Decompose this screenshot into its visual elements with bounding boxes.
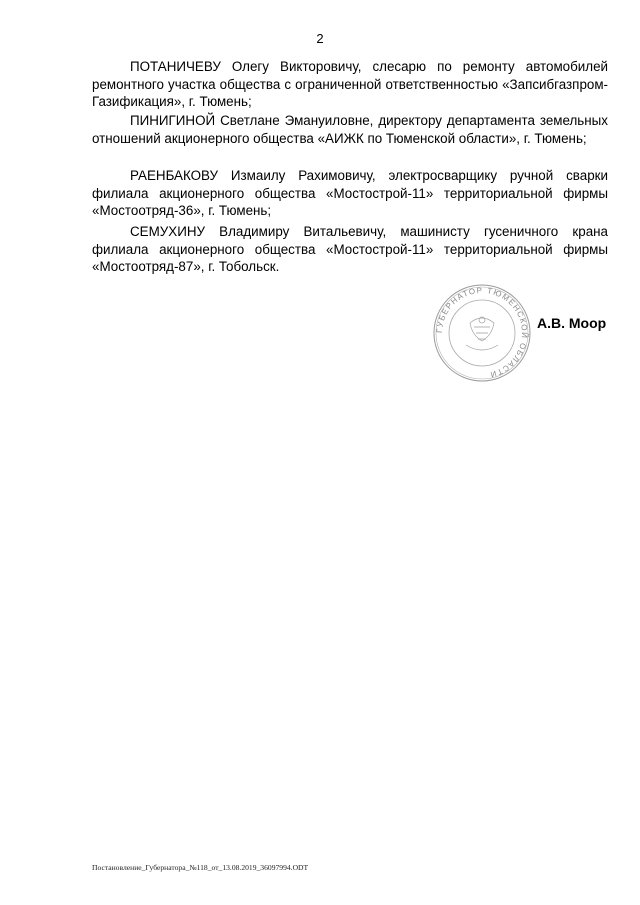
award-paragraph-raenbakov: РАЕНБАКОВУ Измаилу Рахимовичу, электросварщику ручной сварки филиала акционерного общества «Мостострой-11» территориальной фирмы «Мостоотряд-36», г. Тюмень; [92,168,608,219]
award-paragraph-pinigina: ПИНИГИНОЙ Светлане Эмануиловне, директору департамента земельных отношений акционерного общества «АИЖК по Тюменской области», г. Тюмень; [92,113,608,146]
award-paragraph-semukhin: СЕМУХИНУ Владимиру Витальевичу, машинисту гусеничного крана филиала акционерного общества «Мостострой-11» территориальной фирмы «Мостоотряд-87», г. Тобольск. [92,224,608,275]
page-number: 2 [316,31,324,46]
signature-name: А.В. Моор [537,315,607,331]
award-paragraph-potanichev: ПОТАНИЧЕВУ Олегу Викторовичу, слесарю по ремонту автомобилей ремонтного участка общества с ограниченной ответственностью «Запсибгазпром-Газификация», г. Тюмень; [92,59,608,110]
seal-ring-text: ГУБЕРНАТОР ТЮМЕНСКОЙ ОБЛАСТИ [434,285,530,380]
footer-filename: Постановление_Губернатора_№118_от_13.08.2019_36097994.ODT [92,863,309,872]
official-seal-stamp [432,283,532,383]
